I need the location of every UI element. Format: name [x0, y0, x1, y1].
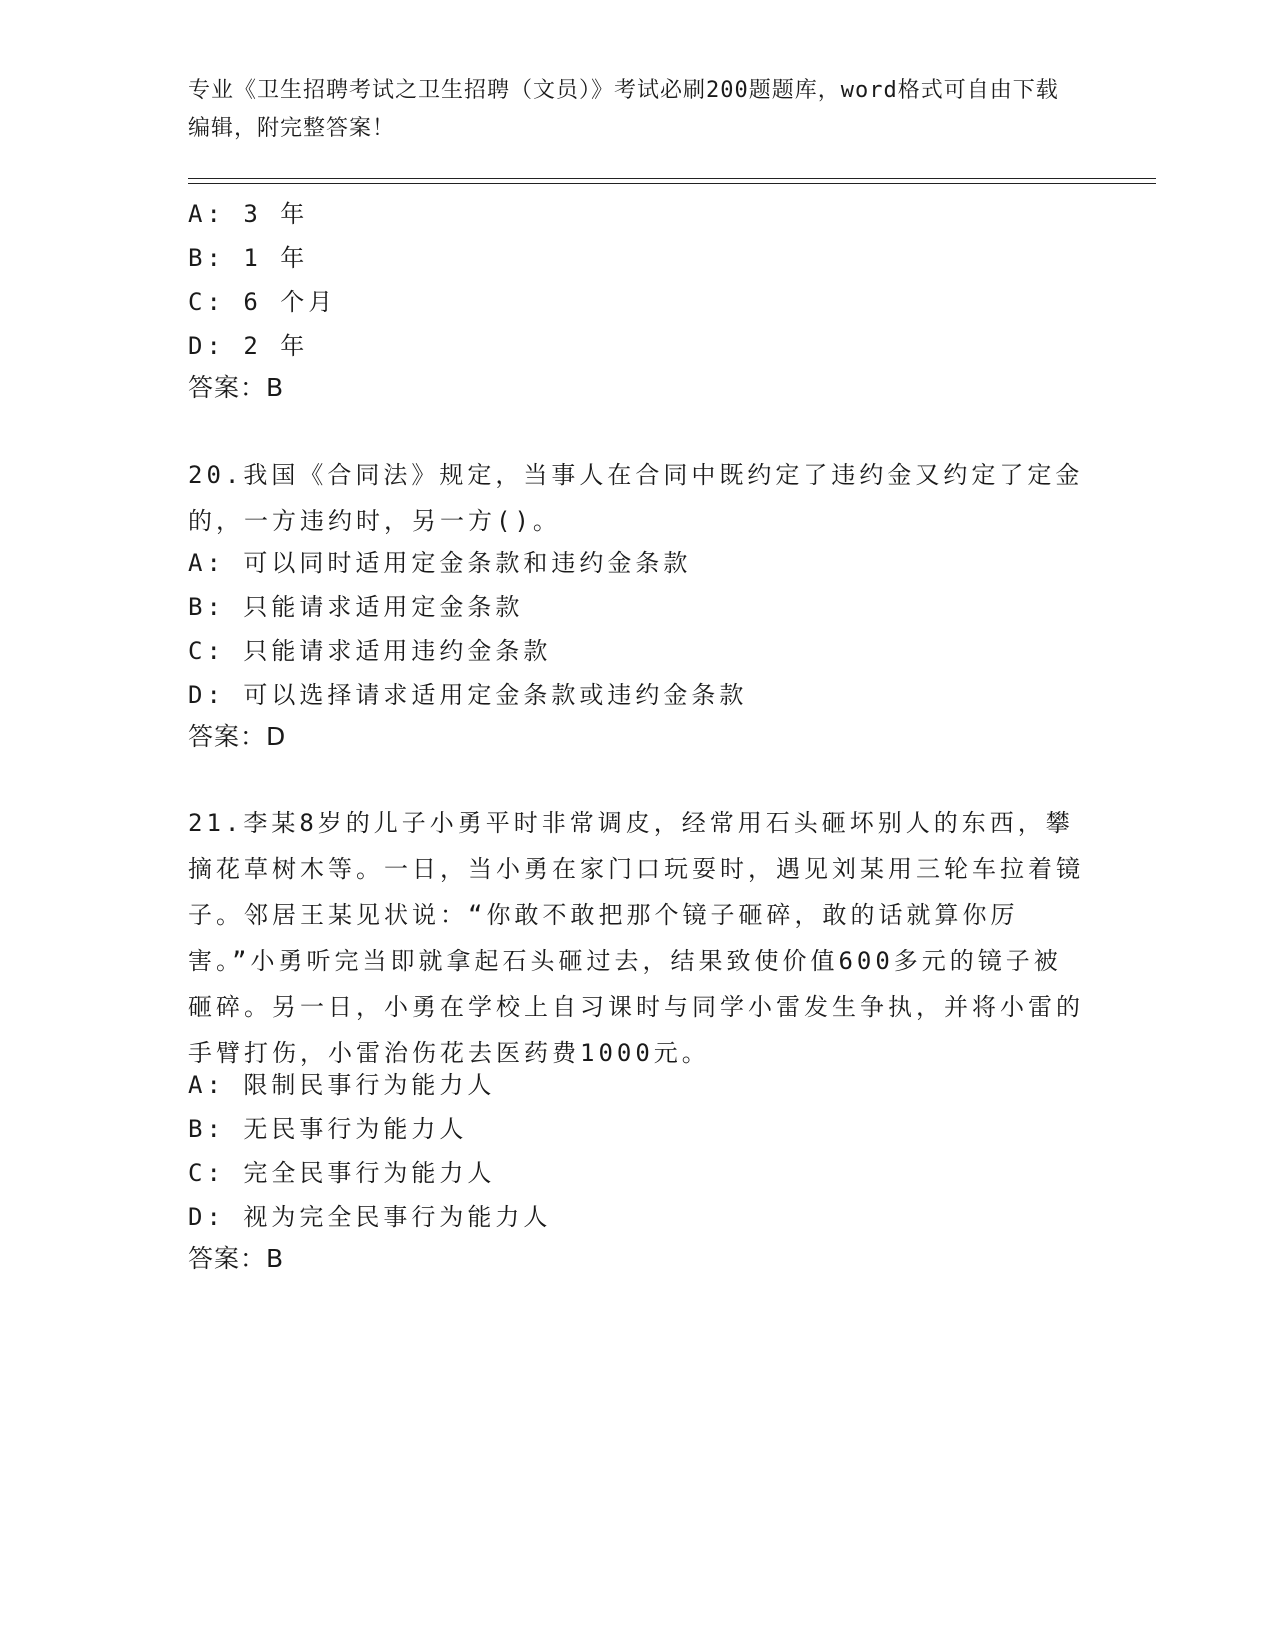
q20-option-a: A: 可以同时适用定金条款和违约金条款	[188, 549, 692, 577]
q20-stem: 20.我国《合同法》规定，当事人在合同中既约定了违约金又约定了定金的，一方违约时，另一方()。	[188, 461, 1084, 535]
q20-answer: 答案：D	[188, 722, 287, 751]
header-rule-bottom	[188, 183, 1156, 184]
q20-option-d: D: 可以选择请求适用定金条款或违约金条款	[188, 681, 748, 709]
q20-option-b: B: 只能请求适用定金条款	[188, 593, 524, 621]
q19-option-b: B: 1 年	[188, 244, 309, 272]
q21-option-b: B: 无民事行为能力人	[188, 1115, 468, 1143]
q21-option-a: A: 限制民事行为能力人	[188, 1071, 496, 1099]
q21-answer: 答案：B	[188, 1244, 285, 1273]
q19-answer: 答案：B	[188, 373, 285, 402]
document-header: 专业《卫生招聘考试之卫生招聘（文员）》考试必刷200题题库，word格式可自由下载编辑，附完整答案！	[188, 78, 1059, 141]
q21-option-d: D: 视为完全民事行为能力人	[188, 1203, 552, 1231]
q19-option-a: A: 3 年	[188, 200, 309, 228]
q21-option-c: C: 完全民事行为能力人	[188, 1159, 496, 1187]
q19-option-c: C: 6 个月	[188, 288, 337, 316]
q19-option-d: D: 2 年	[188, 332, 309, 360]
q21-stem: 21.李某8岁的儿子小勇平时非常调皮，经常用石头砸坏别人的东西，攀摘花草树木等。一日，当小勇在家门口玩耍时，遇见刘某用三轮车拉着镜子。邻居王某见状说：“你敢不敢把那个镜子砸碎，敢的话就算你厉害。”小勇听完当即就拿起石头砸过去，结果致使价值600多元的镜子被砸碎。另一日，小勇在学校上自习课时与同学小雷发生争执，并将小雷的手臂打伤，小雷治伤花去医药费1000元。	[188, 809, 1084, 1067]
q20-option-c: C: 只能请求适用违约金条款	[188, 637, 552, 665]
header-rule-top	[188, 178, 1156, 179]
